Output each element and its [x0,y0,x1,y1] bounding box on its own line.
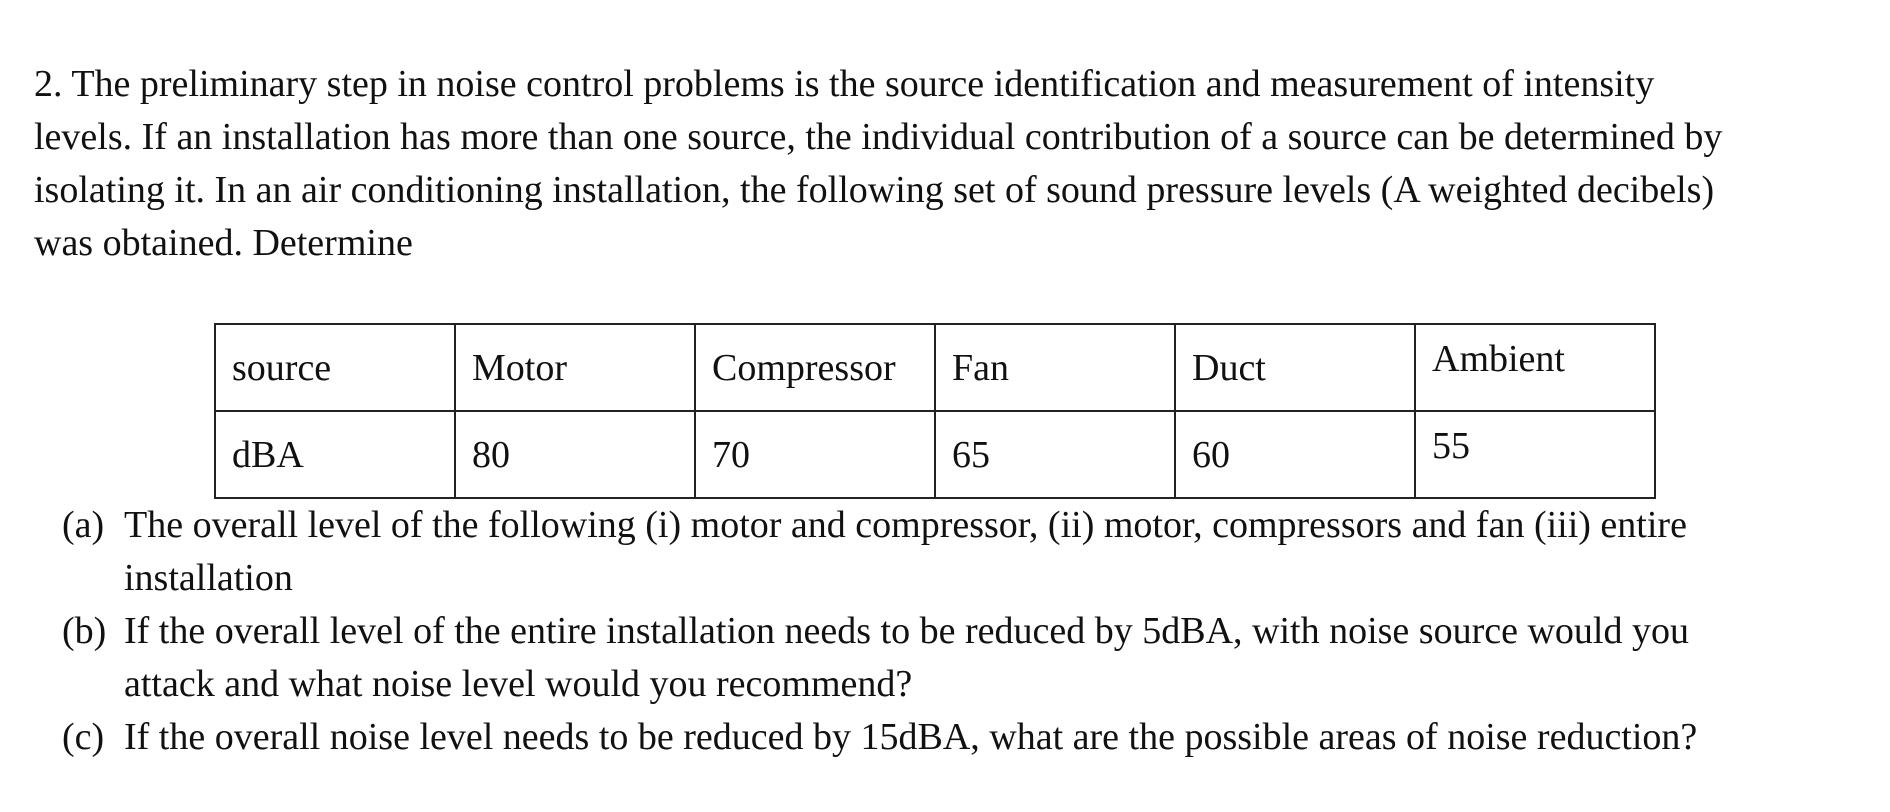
question-list [62,499,1862,764]
table-cell: 80 [455,411,695,498]
question-marker: (a) [62,504,105,546]
problem-intro: 2. The preliminary step in noise control problems is the source identification and measurement of intensity levels. If an installation has more than one source, the individual contribution of a source can be determined by isolating it. In an air conditioning installation, the following set of sound pressure levels (A weighted decibels) was obtained. Determine [34,63,1723,264]
table-cell: dBA [215,411,455,498]
question-a [62,499,1862,605]
table-cell: Motor [455,324,695,411]
question-text: If the overall level of the entire installation needs to be reduced by 5dBA, with noise source would you attack and what noise level would you recommend? [124,610,1689,705]
table-cell: Fan [935,324,1175,411]
question-text: If the overall noise level needs to be reduced by 15dBA, what are the possible areas of noise reduction? [124,716,1698,758]
table-cell: 65 [935,411,1175,498]
question-text: The overall level of the following (i) motor and compressor, (ii) motor, compressors and fan (iii) entire installation [124,504,1687,599]
question-marker: (b) [62,610,107,652]
question-b [62,605,1862,711]
table-cell: 55 [1415,411,1655,498]
table-cell: Compressor [695,324,935,411]
table-cell: 70 [695,411,935,498]
question-marker: (c) [62,716,105,758]
table-value-row [215,411,1655,498]
table-cell: source [215,324,455,411]
sound-level-table [214,323,1656,499]
table-cell: Ambient [1415,324,1655,411]
question-c [62,711,1862,764]
table-cell: Duct [1175,324,1415,411]
table-header-row [215,324,1655,411]
sound-level-table-container [214,323,1656,499]
table-cell: 60 [1175,411,1415,498]
